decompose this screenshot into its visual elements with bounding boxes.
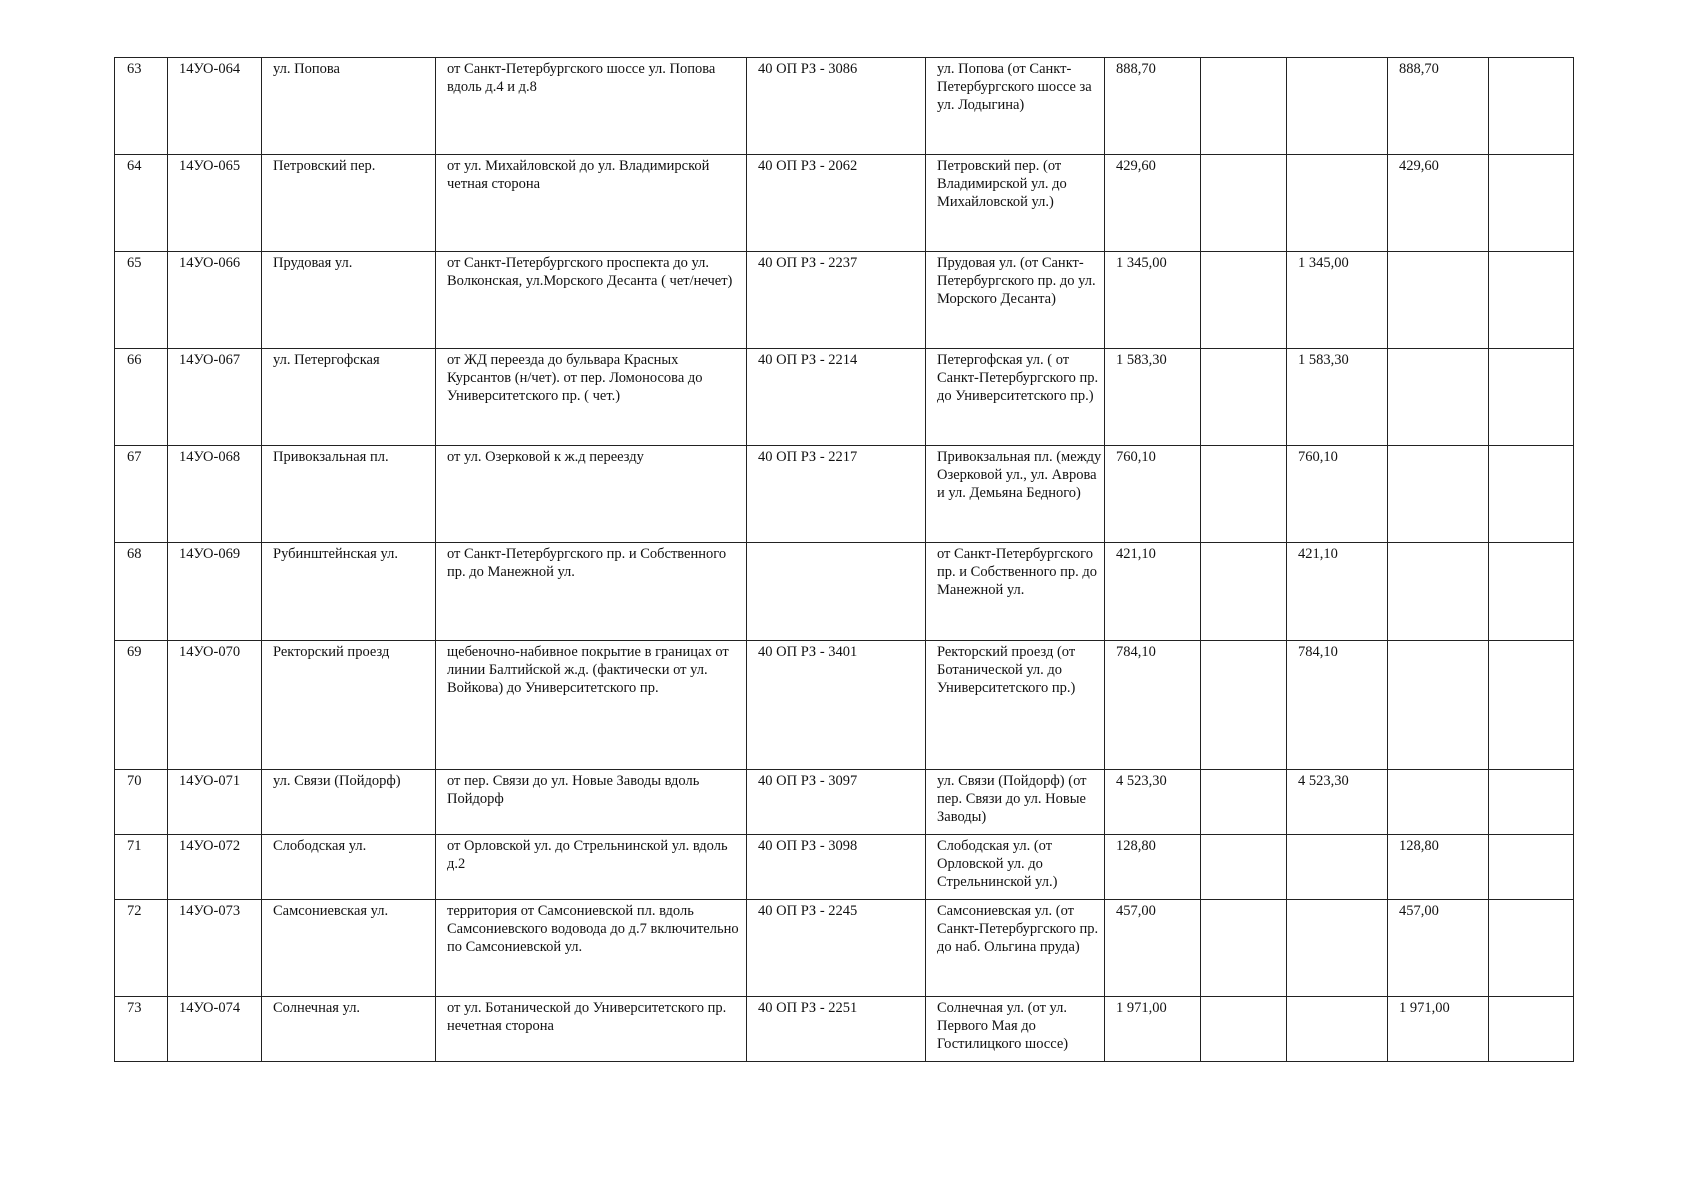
road-full-name: Ректорский проезд (от Ботанической ул. до Университетского пр.) (926, 641, 1105, 770)
road-full-name: ул. Связи (Пойдорф) (от пер. Связи до ул. Новые Заводы) (926, 770, 1105, 835)
table-row (115, 58, 1574, 155)
value-col-4 (1489, 835, 1574, 900)
road-full-name: Прудовая ул. (от Санкт-Петербургского пр. до ул. Морского Десанта) (926, 252, 1105, 349)
total-length: 4 523,30 (1105, 770, 1201, 835)
road-name: Привокзальная пл. (262, 446, 436, 543)
road-description: от Орловской ул. до Стрельнинской ул. вдоль д.2 (436, 835, 747, 900)
registry-number: 40 ОП РЗ - 2237 (747, 252, 926, 349)
value-col-3 (1388, 543, 1489, 641)
value-col-2 (1287, 58, 1388, 155)
value-col-2: 760,10 (1287, 446, 1388, 543)
row-number: 66 (115, 349, 168, 446)
row-number: 73 (115, 997, 168, 1062)
value-col-1 (1201, 349, 1287, 446)
road-code: 14УО-072 (168, 835, 262, 900)
table-row (115, 252, 1574, 349)
registry-number: 40 ОП РЗ - 3098 (747, 835, 926, 900)
road-description: от Санкт-Петербургского проспекта до ул. Волконская, ул.Морского Десанта ( чет/нечет) (436, 252, 747, 349)
road-code: 14УО-073 (168, 900, 262, 997)
road-code: 14УО-074 (168, 997, 262, 1062)
value-col-3: 429,60 (1388, 155, 1489, 252)
total-length: 1 971,00 (1105, 997, 1201, 1062)
table-row (115, 155, 1574, 252)
total-length: 421,10 (1105, 543, 1201, 641)
value-col-4 (1489, 446, 1574, 543)
table-row (115, 835, 1574, 900)
value-col-1 (1201, 155, 1287, 252)
value-col-3: 128,80 (1388, 835, 1489, 900)
road-name: Ректорский проезд (262, 641, 436, 770)
total-length: 429,60 (1105, 155, 1201, 252)
value-col-4 (1489, 349, 1574, 446)
total-length: 888,70 (1105, 58, 1201, 155)
road-full-name: Самсониевская ул. (от Санкт-Петербургского пр. до наб. Ольгина пруда) (926, 900, 1105, 997)
row-number: 72 (115, 900, 168, 997)
value-col-1 (1201, 252, 1287, 349)
road-name: Рубинштейнская ул. (262, 543, 436, 641)
value-col-2 (1287, 835, 1388, 900)
value-col-2 (1287, 900, 1388, 997)
road-full-name: Слободская ул. (от Орловской ул. до Стрельнинской ул.) (926, 835, 1105, 900)
value-col-1 (1201, 900, 1287, 997)
total-length: 1 583,30 (1105, 349, 1201, 446)
value-col-4 (1489, 155, 1574, 252)
road-full-name: Привокзальная пл. (между Озерковой ул., ул. Аврова и ул. Демьяна Бедного) (926, 446, 1105, 543)
value-col-4 (1489, 770, 1574, 835)
value-col-3: 1 971,00 (1388, 997, 1489, 1062)
value-col-1 (1201, 997, 1287, 1062)
road-description: от Санкт-Петербургского пр. и Собственного пр. до Манежной ул. (436, 543, 747, 641)
value-col-2: 4 523,30 (1287, 770, 1388, 835)
table-row (115, 349, 1574, 446)
table-row (115, 641, 1574, 770)
value-col-3 (1388, 349, 1489, 446)
road-description: щебеночно-набивное покрытие в границах от линии Балтийской ж.д. (фактически от ул. Войкова) до Университетского пр. (436, 641, 747, 770)
registry-number: 40 ОП РЗ - 2214 (747, 349, 926, 446)
row-number: 71 (115, 835, 168, 900)
value-col-3 (1388, 770, 1489, 835)
road-full-name: ул. Попова (от Санкт-Петербургского шоссе за ул. Лодыгина) (926, 58, 1105, 155)
value-col-1 (1201, 770, 1287, 835)
road-name: Прудовая ул. (262, 252, 436, 349)
value-col-2 (1287, 997, 1388, 1062)
value-col-1 (1201, 835, 1287, 900)
road-full-name: Петровский пер. (от Владимирской ул. до Михайловской ул.) (926, 155, 1105, 252)
road-name: Слободская ул. (262, 835, 436, 900)
table-row (115, 446, 1574, 543)
row-number: 63 (115, 58, 168, 155)
road-description: территория от Самсониевской пл. вдоль Самсониевского водовода до д.7 включительно по Самсониевской ул. (436, 900, 747, 997)
road-description: от ул. Озерковой к ж.д переезду (436, 446, 747, 543)
road-code: 14УО-065 (168, 155, 262, 252)
value-col-1 (1201, 446, 1287, 543)
table-row (115, 997, 1574, 1062)
value-col-2: 1 583,30 (1287, 349, 1388, 446)
road-code: 14УО-070 (168, 641, 262, 770)
road-name: Петровский пер. (262, 155, 436, 252)
registry-number: 40 ОП РЗ - 3097 (747, 770, 926, 835)
road-full-name: Петергофская ул. ( от Санкт-Петербургского пр. до Университетского пр.) (926, 349, 1105, 446)
value-col-1 (1201, 543, 1287, 641)
value-col-4 (1489, 641, 1574, 770)
row-number: 67 (115, 446, 168, 543)
registry-number: 40 ОП РЗ - 2062 (747, 155, 926, 252)
road-code: 14УО-067 (168, 349, 262, 446)
value-col-4 (1489, 58, 1574, 155)
road-code: 14УО-068 (168, 446, 262, 543)
row-number: 69 (115, 641, 168, 770)
road-code: 14УО-066 (168, 252, 262, 349)
value-col-3 (1388, 446, 1489, 543)
value-col-2 (1287, 155, 1388, 252)
value-col-2: 784,10 (1287, 641, 1388, 770)
registry-number: 40 ОП РЗ - 3401 (747, 641, 926, 770)
value-col-3: 457,00 (1388, 900, 1489, 997)
value-col-2: 421,10 (1287, 543, 1388, 641)
row-number: 70 (115, 770, 168, 835)
road-description: от ул. Михайловской до ул. Владимирской четная сторона (436, 155, 747, 252)
table-body (115, 58, 1574, 1062)
row-number: 65 (115, 252, 168, 349)
value-col-4 (1489, 543, 1574, 641)
road-name: ул. Попова (262, 58, 436, 155)
registry-number: 40 ОП РЗ - 2251 (747, 997, 926, 1062)
row-number: 68 (115, 543, 168, 641)
total-length: 784,10 (1105, 641, 1201, 770)
road-full-name: от Санкт-Петербургского пр. и Собственного пр. до Манежной ул. (926, 543, 1105, 641)
road-description: от ЖД переезда до бульвара Красных Курсантов (н/чет). от пер. Ломоносова до Университетского пр. ( чет.) (436, 349, 747, 446)
road-description: от ул. Ботанической до Университетского пр. нечетная сторона (436, 997, 747, 1062)
table-row (115, 770, 1574, 835)
registry-number: 40 ОП РЗ - 2217 (747, 446, 926, 543)
total-length: 760,10 (1105, 446, 1201, 543)
registry-number (747, 543, 926, 641)
table-row (115, 900, 1574, 997)
road-full-name: Солнечная ул. (от ул. Первого Мая до Гостилицкого шоссе) (926, 997, 1105, 1062)
road-code: 14УО-071 (168, 770, 262, 835)
road-registry-table (114, 57, 1574, 1062)
value-col-4 (1489, 900, 1574, 997)
total-length: 457,00 (1105, 900, 1201, 997)
road-name: Самсониевская ул. (262, 900, 436, 997)
value-col-1 (1201, 641, 1287, 770)
road-description: от пер. Связи до ул. Новые Заводы вдоль Пойдорф (436, 770, 747, 835)
value-col-4 (1489, 997, 1574, 1062)
value-col-3 (1388, 641, 1489, 770)
value-col-1 (1201, 58, 1287, 155)
row-number: 64 (115, 155, 168, 252)
road-code: 14УО-064 (168, 58, 262, 155)
road-name: Солнечная ул. (262, 997, 436, 1062)
total-length: 1 345,00 (1105, 252, 1201, 349)
road-name: ул. Связи (Пойдорф) (262, 770, 436, 835)
road-code: 14УО-069 (168, 543, 262, 641)
value-col-3 (1388, 252, 1489, 349)
registry-number: 40 ОП РЗ - 3086 (747, 58, 926, 155)
total-length: 128,80 (1105, 835, 1201, 900)
value-col-4 (1489, 252, 1574, 349)
value-col-3: 888,70 (1388, 58, 1489, 155)
value-col-2: 1 345,00 (1287, 252, 1388, 349)
road-name: ул. Петергофская (262, 349, 436, 446)
registry-number: 40 ОП РЗ - 2245 (747, 900, 926, 997)
table-row (115, 543, 1574, 641)
road-description: от Санкт-Петербургского шоссе ул. Попова вдоль д.4 и д.8 (436, 58, 747, 155)
